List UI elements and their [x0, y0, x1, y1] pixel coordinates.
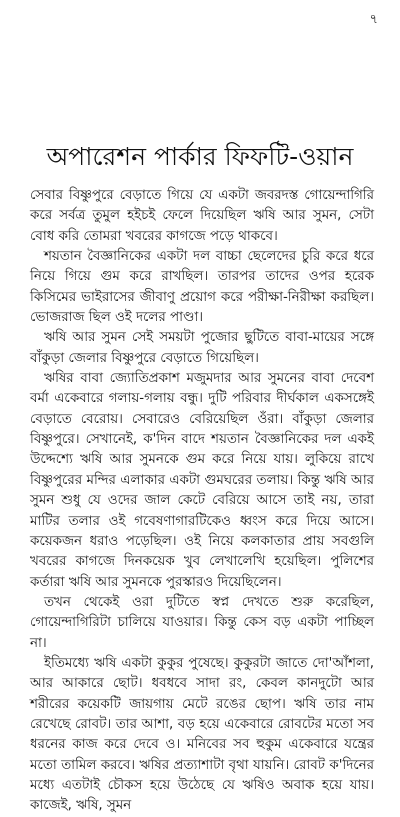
- paragraph: ঋষি আর সুমন সেই সময়টা পুজোর ছুটিতে বাবা-মায়ের সঙ্গে বাঁকুড়া জেলার বিষ্ণুপুরে বেড়াতে গিয়েছিল।: [30, 330, 374, 366]
- paragraph: ইতিমধ্যে ঋষি একটা কুকুর পুষেছে। কুকুরটা জাতে দো'আঁশলা, আর আকারে ছোট। ধবধবে সাদা রং, কেবল কানদুটো আর শরীরের কয়েকটি জায়গায় মেটে রঙের ছোপ। ঋষি তার নাম রেখেছে রোবট। তার আশা, বড় হয়ে একেবারে রোবটের মতো সব ধরনের কাজ করে দেবে ও। মনিবের সব হুকুম একেবারে যন্ত্রের মতো তামিল করবে। ঋষির প্রত্যাশাটা বৃথা যায়নি। রোবট ক'দিনের মধ্যে এতটাই চৌকস হয়ে উঠেছে যে ঋষিও অবাক হয়ে যায়। কাজেই, ঋষি, সুমন: [30, 655, 374, 814]
- paragraph: ঋষির বাবা জ্যোতিপ্রকাশ মজুমদার আর সুমনের বাবা দেবেশ বর্মা একেবারে গলায়-গলায় বন্ধু। দুটি পরিবার দীর্ঘকাল একসঙ্গেই বেড়াতে বেরোয়। সেবারেও বেরিয়েছিল ওঁরা। বাঁকুড়া জেলার বিষ্ণুপুরে। সেখানেই, ক'দিন বাদে শয়তান বৈজ্ঞানিকের দল একই উদ্দেশ্যে ঋষি আর সুমনকে গুম করে নিয়ে যায়। লুকিয়ে রাখে বিষ্ণুপুরের মন্দির এলাকার একটা গুমঘরের তলায়। কিন্তু ঋষি আর সুমন শুধু যে ওদের জাল কেটে বেরিয়ে আসে তাই নয়, তারা মাটির তলার ওই গবেষণাগারটিকেও ধ্বংস করে দিয়ে আসে। কয়েকজন ধরাও পড়েছিল। ওই নিয়ে কলকাতার প্রায় সবগুলি খবরের কাগজে দিনকয়েক খুব লেখালেখি হয়েছিল। পুলিশের কর্তারা ঋষি আর সুমনকে পুরস্কারও দিয়েছিলেন।: [30, 371, 374, 590]
- paragraph: তখন থেকেই ওরা দুটিতে স্বপ্ন দেখতে শুরু করেছিল, গোয়েন্দাগিরিটা চালিয়ে যাওয়ার। কিন্তু কেস বড় একটা পাচ্ছিল না।: [30, 594, 374, 651]
- body-text: [30, 186, 374, 817]
- page-number: ৭: [369, 12, 378, 27]
- chapter-title: অপারেশন পার্কার ফিফটি-ওয়ান: [46, 142, 354, 171]
- paragraph: সেবার বিষ্ণুপুরে বেড়াতে গিয়ে যে একটা জবরদস্ত গোয়েন্দাগিরি করে সর্বত্র তুমুল হইচই ফেলে দিয়েছিল ঋষি আর সুমন, সেটা বোধ করি তোমরা খবরের কাগজে পড়ে থাকবে।: [30, 188, 374, 244]
- paragraph: শয়তান বৈজ্ঞানিকের একটা দল বাচ্চা ছেলেদের চুরি করে ধরে নিয়ে গিয়ে গুম করে রাখছিল। তারপর তাদের ওপর হরেক কিসিমের ভাইরাসের জীবাণু প্রয়োগ করে পরীক্ষা-নিরীক্ষা করছিল। ভোজরাজ ছিল ওই দলের পাণ্ডা।: [30, 249, 374, 326]
